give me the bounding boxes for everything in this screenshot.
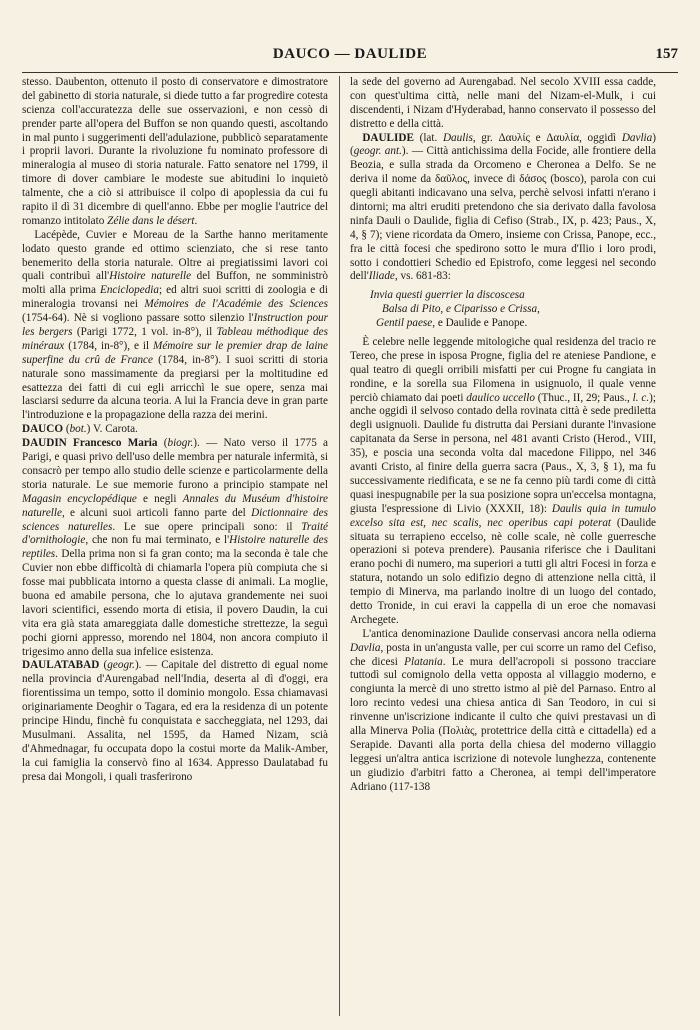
left-column xyxy=(22,76,328,1018)
header-rule xyxy=(22,72,678,73)
column-divider xyxy=(339,76,340,1016)
entry-daulatabad: DAULATABAD (geogr.). — Capitale del distretto di egual nome nella provincia d'Aurengabad nell'India, deserta al dì d'oggi, era fiorentissima un tempo, sotto il dominio mongolo. Essa chiamavasi originariamente Deoghir o Tagara, ed era la residenza di un potente principe Hindu, finchè fu conquistata e saccheggiata, nel 1293, dai Musulmani. Assalita, nel 1595, da Hamed Nizam, scià d'Ahmednagar, fu occupata dopo la costui morte da Malik-Amber, la cui famiglia la conservò fino al 1634. Appresso Daulatabad fu presa dai Mongoli, i quali trasferirono xyxy=(22,659,328,783)
verse-quote xyxy=(350,289,656,331)
paragraph: stesso. Daubenton, ottenuto il posto di conservatore e dimostratore del gabinetto di storia naturale, si diede tutto a far progredire cotesta scienza coll'accuratezza delle sue osservazioni, e non cessò di prender parte all'opera del Buffon se non quando questi, ascoltando in mal punto i suggerimenti dell'adulazione, pubblicò separatamente i proprii lavori. Durante la rivoluzione fu nominato professore di mineralogia al museo di storia naturale. Fatto senatore nel 1799, il timore di dover cambiare le modeste sue abitudini lo inquietò talmente, che a ciò si attribuisce il colpo di apoplessia da cui fu rapito il dì 31 dicembre di quell'anno. Ebbe per moglie l'autrice del romanzo intitolato Zélie dans le désert. xyxy=(22,76,328,227)
entry-headword: DAULATABAD xyxy=(22,659,100,672)
paragraph: L'antica denominazione Daulide conservasi ancora nella odierna Davlia, posta in un'angusta valle, per cui scorre un ramo del Cefiso, che dicesi Platania. Le mura dell'acropoli si possono tracciare tuttodì sul comignolo della vetta opposta al villaggio moderno, e congiunta la mercè di uno stretto istmo al piè del Parnaso. Entro al loro recinto vedesi una chiesa antica di San Teodoro, in cui si rinvenne un'iscrizione indicante il culto che quivi prestavasi un dì alla Minerva Polia (Πολιὰς, protettrice della città e cittadella) ed a Serapide. Davanti alla porta della chiesa del moderno villaggio leggesi un'altra antica iscrizione di notevole lunghezza, contenente un giudizio d'arbitri fatto a Cheronea, ai tempi dell'imperatore Adriano (117-138 xyxy=(350,627,656,793)
entry-headword: DAULIDE xyxy=(362,131,414,144)
verse-line: Gentil paese, e Daulide e Panope. xyxy=(376,317,528,330)
verse-line: Invia questi guerrier la discoscesa xyxy=(370,289,525,302)
page-header xyxy=(22,46,678,70)
page-number: 157 xyxy=(655,46,678,62)
paragraph: È celebre nelle leggende mitologiche qual residenza del tracio re Tereo, che prese in isposa Progne, figlia del re ateniese Pandione, e qual teatro di quegli orribili misfatti per cui Progne fu cangiata in rondine, e la sorella sua Filomena in usignuolo, il quale venne perciò chiamato dai poeti daulico uccello (Thuc., II, 29; Paus., l. c.); anche oggidì il selvoso contado della rovinata città è sede prediletta degli usignuoli. Daulide fu distrutta dai Persiani durante l'invasione capitanata da Serse in persona, nel 481 avanti Cristo (Herod., VIII, 35), e poscia una seconda volta dal macedone Filippo, nel 346 avanti Cristo, al finire della guerra sacra (Paus., X, 3, § 1), ma fu successivamente riedificata, e se ne fa cenno più tardi come di città quasi inespugnabile per la sua posizione sopra un'eccelsa montagna, giusta l'espressione di Livio (XXXII, 18): Daulis quia in tumulo excelso sita est, nec scalis, nec operibus capi poterat (Daulide situata su terrapieno eccelso, nè colle scale, nè colle guerresche operazioni si poteva prendere). Pausania riferisce che i Daulitani erano pochi di numero, ma superiori a tutti gli altri Focesi in forza e statura, notando un solo edifizio degno di attenzione nella città, il tempio di Minerva, ma parlando inoltre di un luogo del contado, detto Tronide, in cui eravi la cappella di un eroe che nomavasi Archegete. xyxy=(350,336,656,626)
paragraph: Lacépède, Cuvier e Moreau de la Sarthe hanno meritamente lodato questo grande ed ottimo scienziato, che si rese tanto benemerito della storia naturale. Oltre ai pregiatissimi lavori coi quali contribuì all'Histoire naturelle del Buffon, ne somministrò molti alla prima Enciclopedia; ed altri suoi scritti di zoologia e di mineralogia trovansi nei Mémoires de l'Académie des Sciences (1754-64). Nè si vogliono passare sotto silenzio l'Instruction pour les bergers (Parigi 1772, 1 vol. in-8°), il Tableau méthodique des minéraux (1784, in-8°), e il Mémoire sur le premier drap de laine superfine du crû de France (1784, in-8°). I suoi scritti di storia naturale sono massimamente da pregiarsi per la moltitudine ed esattezza dei fatti di cui egli arricchì le sue opere, senza mai lasciarsi sedurre da alcuna teoria. A lui la Francia deve in gran parte l'introduzione e la propagazione della razza dei merini. xyxy=(22,228,328,422)
entry-daulide: DAULIDE (lat. Daulis, gr. Δαυλίς e Δαυλία, oggidì Davlia) (geogr. ant.). — Città antichissima della Focide, alle frontiere della Beozia, e sulla strada da Orcomeno e Cheronea a Delfo. Se ne deriva il nome da δαῦλος, invece di δάσος (bosco), parola con cui quegli abitanti indicavano una selva, perchè selvosi infatti n'erano i dintorni; ma altri eruditi pretendono che sia derivato dalla favolosa ninfa Dauli o Daulide, figlia di Cefiso (Strab., IX, p. 423; Paus., X, 4, § 7); viene ricordata da Omero, insieme con Crissa, Panope, ecc., fra le città focesi che spedirono sotto le mura d'Ilio i loro prodi, sotto i condottieri Schedio ed Epistrofo, come leggesi nel secondo dell'Iliade, vs. 681-83: xyxy=(350,131,656,283)
entry-daudin: DAUDIN Francesco Maria (biogr.). — Nato verso il 1775 a Parigi, e quasi privo dell'uso delle membra per naturale infermità, si consacrò per tempo allo studio delle scienze e particolarmente della storia naturale. Le sue memorie furono a principio stampate nel Magasin encyclopédique e negli Annales du Muséum d'histoire naturelle, e alcuni suoi articoli fanno parte del Dictionnaire des sciences naturelles. Le sue opere principali sono: il Traité d'ornithologie, che non fu mai terminato, e l'Histoire naturelle des reptiles. Della prima non si fa gran conto; ma la seconda è tale che Cuvier non ebbe difficoltà di chiamarla l'opera più compiuta che si fosse mai pubblicata intorno a questa classe di animali. La moglie, buona ed amabile persona, che lo ajutava grandemente nei suoi lavori scientifici, essendo morta di etisia, il povero Daudin, la cui vita era già stata amareggiata dalle domestiche strettezze, la seguì pochi giorni appresso, morendo nel 1804, non ancora compiuto il trigesimo anno della sua infelice esistenza. xyxy=(22,437,328,658)
right-column xyxy=(350,76,656,1018)
running-head: DAUCO — DAULIDE xyxy=(272,46,428,62)
entry-dauco: DAUCO (bot.) V. Carota. xyxy=(22,423,138,436)
paragraph: la sede del governo ad Aurengabad. Nel secolo XVIII essa cadde, con quest'ultima città, nelle mani del Nizam-el-Mulk, i cui discendenti, i Nizam d'Hyderabad, hanno conservato il possesso del distretto e della città. xyxy=(350,76,656,130)
verse-line: Balsa di Pito, e Ciparisso e Crissa, xyxy=(382,303,540,316)
entry-headword: DAUCO xyxy=(22,423,64,436)
entry-headword: DAUDIN Francesco Maria xyxy=(22,437,158,450)
